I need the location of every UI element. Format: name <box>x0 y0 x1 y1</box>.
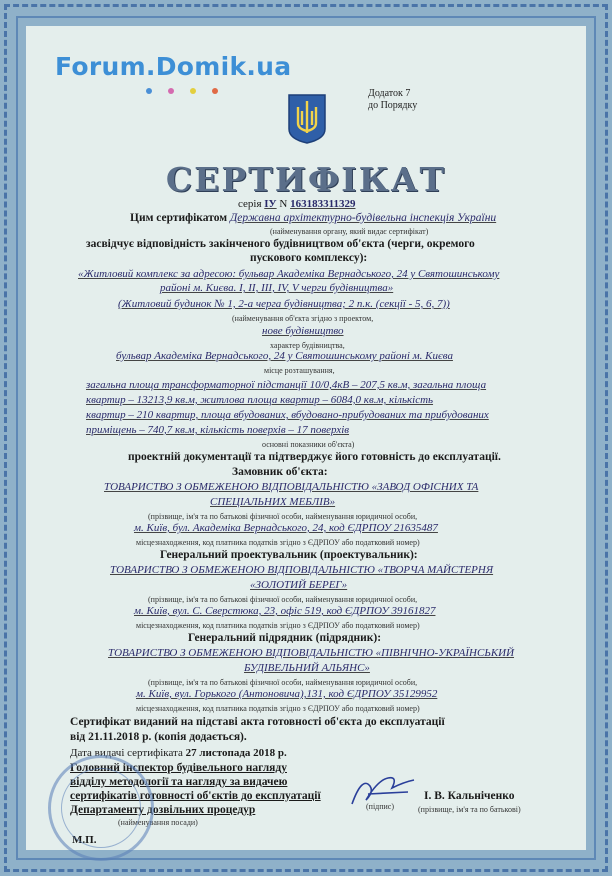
contractor-name2: БУДІВЕЛЬНИЙ АЛЬЯНС» <box>244 662 370 674</box>
signatory-hint: (прізвище, ім'я та по батькові) <box>418 805 521 814</box>
construction-type: нове будівництво <box>262 325 344 337</box>
issuer-hint: (найменування органу, який видає сертифікат) <box>270 227 429 236</box>
addendum-note <box>368 88 417 112</box>
dot-yellow-icon <box>190 88 196 94</box>
addendum-line1: Додаток 7 <box>368 88 411 99</box>
location-hint: місце розташування, <box>264 366 335 375</box>
dot-blue-icon <box>146 88 152 94</box>
certifies-line1: засвідчує відповідність закінченого будівництвом об'єкта (черги, окремого <box>86 238 475 250</box>
customer-hint2: місцезнаходження, код платника податків згідно з ЄДРПОУ або податковий номер) <box>136 538 420 547</box>
designer-hint1: (прізвище, ім'я та по батькові фізичної особи, найменування юридичної особи, <box>148 595 418 604</box>
official-seal-icon <box>48 755 154 861</box>
official-position-line4: Департаменту дозвільних процедур <box>70 804 256 816</box>
indicators-line3: квартир – 210 квартир, площа вбудованих, вбудовано-прибудованих та прибудованих <box>86 409 489 421</box>
contractor-heading: Генеральний підрядник (підрядник): <box>188 632 382 644</box>
basis-line1: Сертифікат виданий на підставі акта готовності об'єкта до експлуатації <box>70 716 445 728</box>
watermark-dots <box>146 88 246 98</box>
contractor-name1: ТОВАРИСТВО З ОБМЕЖЕНОЮ ВІДПОВІДАЛЬНІСТЮ «ПІВНІЧНО-УКРАЇНСЬКИЙ <box>108 647 515 659</box>
official-position-hint: (найменування посади) <box>118 818 198 827</box>
indicators-hint: основні показники об'єкта) <box>262 440 355 449</box>
construction-hint: характер будівництва, <box>270 341 345 350</box>
contractor-address: м. Київ, вул. Горького (Антоновича),131, код ЄДРПОУ 35129952 <box>136 688 438 700</box>
contractor-hint1: (прізвище, ім'я та по батькові фізичної особи, найменування юридичної особи, <box>148 678 418 687</box>
indicators-line4: приміщень – 740,7 кв.м, кількість поверхів – 17 поверхів <box>86 424 350 436</box>
certifies-line2: пускового комплексу): <box>250 252 368 264</box>
designer-address: м. Київ, вул. С. Сверстюка, 23, офіс 519, код ЄДРПОУ 39161827 <box>134 605 436 617</box>
customer-hint1: (прізвище, ім'я та по батькові фізичної особи, найменування юридичної особи, <box>148 512 418 521</box>
coat-of-arms-icon <box>287 93 327 145</box>
indicators-line1: загальна площа трансформаторної підстанції 10/0,4кВ – 207,5 кв.м, загальна площа <box>86 379 487 391</box>
customer-address: м. Київ, бул. Академіка Вернадського, 24, код ЄДРПОУ 21635487 <box>134 522 438 534</box>
issue-date-line: Дата видачі сертифіката 27 листопада 2018 р. <box>70 747 287 759</box>
customer-heading: Замовник об'єкта: <box>232 466 328 478</box>
dot-orange-icon <box>212 88 218 94</box>
object-line2: районі м. Києва. І, ІІ, ІІІ, ІV, V черги будівництва» <box>160 282 394 294</box>
contractor-hint2: місцезнаходження, код платника податків згідно з ЄДРПОУ або податковий номер) <box>136 704 420 713</box>
object-hint: (найменування об'єкта згідно з проектом, <box>232 314 374 323</box>
object-line3: (Житловий будинок № 1, 2-а черга будівництва; 2 п.к. (секції - 5, 6, 7)) <box>118 298 450 310</box>
dot-pink-icon <box>168 88 174 94</box>
designer-hint2: місцезнаходження, код платника податків згідно з ЄДРПОУ або податковий номер) <box>136 621 420 630</box>
designer-heading: Генеральний проектувальник (проектувальник): <box>160 549 418 561</box>
official-position-line3: сертифікатів готовності об'єктів до експлуатації <box>70 790 321 802</box>
customer-name1: ТОВАРИСТВО З ОБМЕЖЕНОЮ ВІДПОВІДАЛЬНІСТЮ «ЗАВОД ОФІСНИХ ТА <box>104 481 479 493</box>
object-line1: «Житловий комплекс за адресою: бульвар Академіка Вернадського, 24 у Святошинському <box>78 268 500 280</box>
official-position-line2: відділу методології та нагляду за видачею <box>70 776 288 788</box>
indicators-line2: квартир – 13213,9 кв.м, житлова площа квартир – 6084,0 кв.м, кількість <box>86 394 434 406</box>
designer-name2: «ЗОЛОТИЙ БЕРЕГ» <box>250 579 348 591</box>
watermark: Forum.Domik.ua <box>55 52 292 81</box>
signature-hint: (підпис) <box>366 802 395 811</box>
addendum-line2: до Порядку <box>368 100 418 111</box>
stamp-label: М.П. <box>72 834 97 846</box>
official-position-line1: Головний інспектор будівельного нагляду <box>70 762 287 774</box>
serial-line: серія IУ N 163183311329 <box>238 198 356 210</box>
signatory-name: І. В. Кальніченко <box>424 790 515 802</box>
customer-name2: СПЕЦІАЛЬНИХ МЕБЛІВ» <box>210 496 336 508</box>
location-value: бульвар Академіка Вернадського, 24 у Святошинському районі м. Києва <box>116 350 453 362</box>
document-title: СЕРТИФІКАТ <box>165 160 447 199</box>
conformity-line: проектній документації та підтверджує його готовність до експлуатації. <box>128 451 501 463</box>
issuer-line: Цим сертифікатом Державна архітектурно-будівельна інспекція України <box>130 212 497 224</box>
designer-name1: ТОВАРИСТВО З ОБМЕЖЕНОЮ ВІДПОВІДАЛЬНІСТЮ «ТВОРЧА МАЙСТЕРНЯ <box>110 564 494 576</box>
basis-line2: від 21.11.2018 р. (копія додається). <box>70 731 247 743</box>
